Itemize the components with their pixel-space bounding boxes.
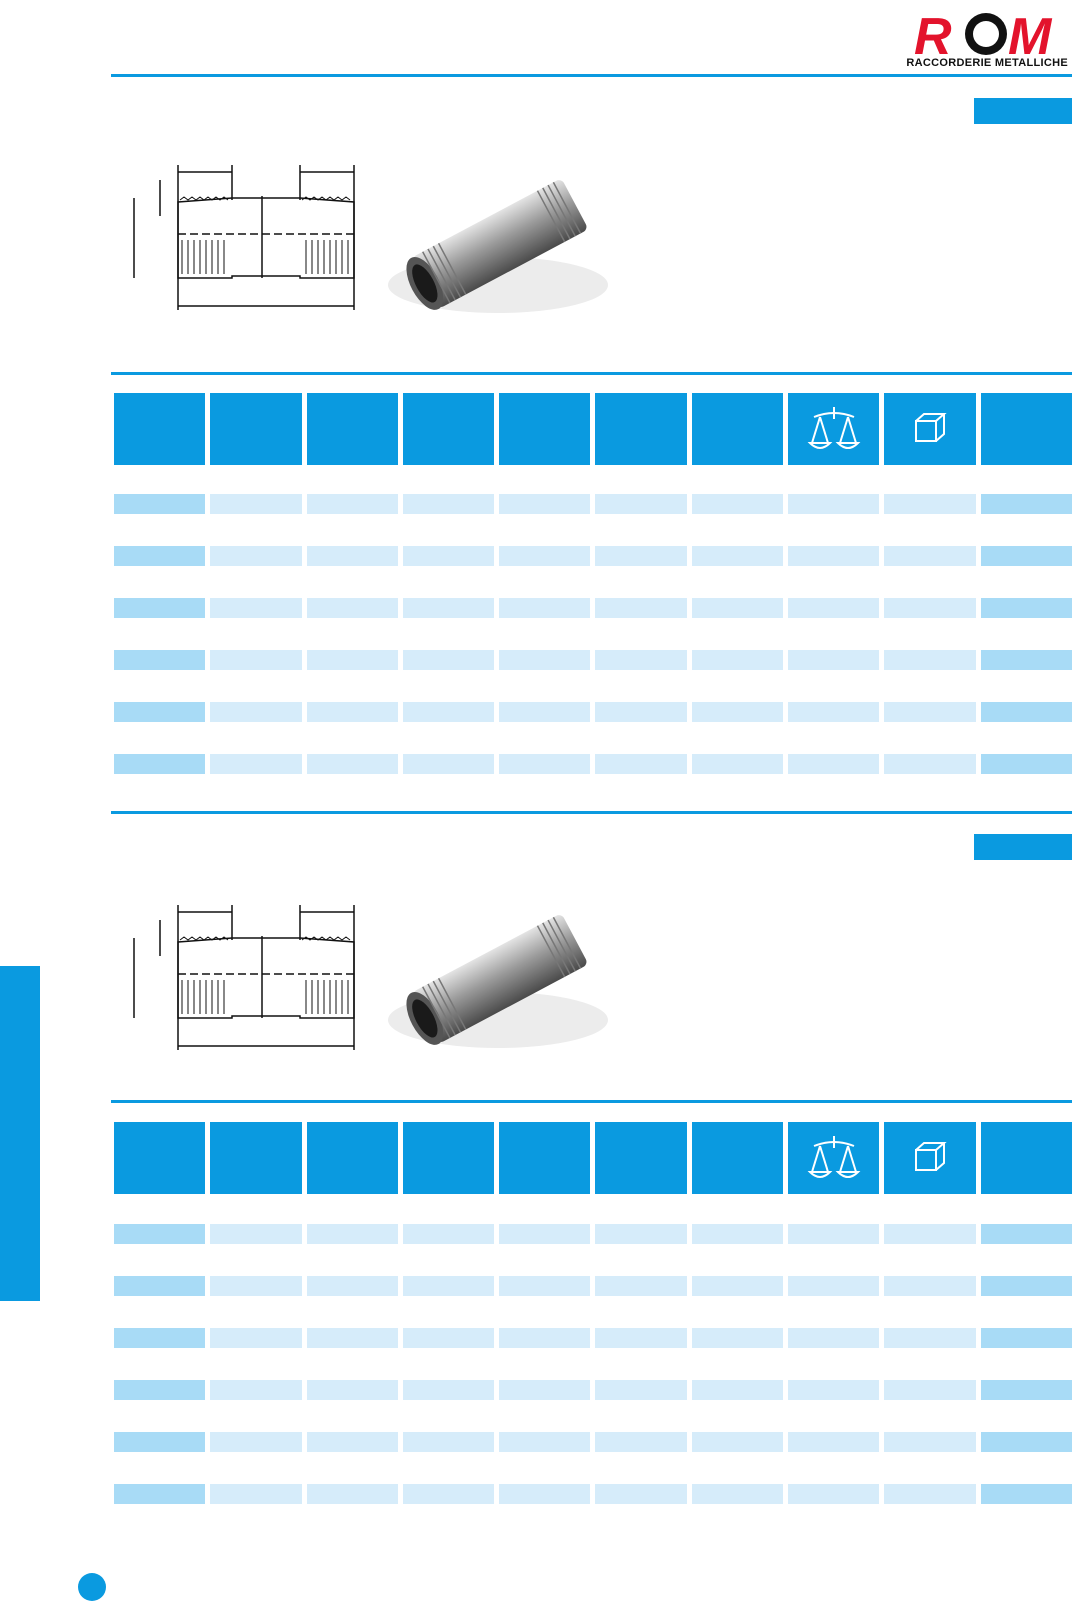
nipple-technical-drawing (126, 900, 386, 1100)
header-cell (595, 393, 686, 465)
header-cell (307, 393, 398, 465)
header-cell-weight (788, 393, 879, 465)
header-cell (692, 1122, 783, 1194)
header-cell (692, 393, 783, 465)
header-cell (114, 1122, 205, 1194)
table-row (114, 650, 1072, 670)
header-cell-package (884, 1122, 975, 1194)
table-row (114, 1276, 1072, 1296)
header-cell (403, 1122, 494, 1194)
page-number-dot (78, 1573, 106, 1601)
section-rule (111, 74, 1072, 77)
section-tag (974, 834, 1072, 860)
table-row (114, 754, 1072, 774)
table-row (114, 1484, 1072, 1504)
table-row (114, 1432, 1072, 1452)
section-rule (111, 811, 1072, 814)
table-row (114, 1224, 1072, 1244)
table-row (114, 546, 1072, 566)
table-row (114, 494, 1072, 514)
section-rule (111, 372, 1072, 375)
header-cell (307, 1122, 398, 1194)
header-cell (499, 393, 590, 465)
header-cell (499, 1122, 590, 1194)
header-cell (981, 1122, 1072, 1194)
table-header (114, 393, 1072, 465)
table-row (114, 702, 1072, 722)
header-cell-package (884, 393, 975, 465)
table-row (114, 598, 1072, 618)
nipple-technical-drawing (126, 160, 386, 360)
section-rule (111, 1100, 1072, 1103)
header-cell (981, 393, 1072, 465)
table-row (114, 1380, 1072, 1400)
table-header (114, 1122, 1072, 1194)
header-cell (595, 1122, 686, 1194)
header-cell (114, 393, 205, 465)
table-row (114, 1328, 1072, 1348)
header-cell (210, 1122, 301, 1194)
svg-text:M: M (1008, 8, 1052, 66)
svg-text:R: R (914, 8, 952, 66)
header-cell (210, 393, 301, 465)
balance-scale-icon (806, 1132, 862, 1184)
side-section-tab (0, 966, 40, 1301)
nipple-product-photo (370, 870, 620, 1090)
logo-tagline: RACCORDERIE METALLICHE (906, 57, 1068, 69)
balance-scale-icon (806, 403, 862, 455)
section-tag (974, 98, 1072, 124)
box-icon (912, 411, 948, 447)
header-cell-weight (788, 1122, 879, 1194)
nipple-product-photo (370, 135, 620, 355)
header-cell (403, 393, 494, 465)
box-icon (912, 1140, 948, 1176)
